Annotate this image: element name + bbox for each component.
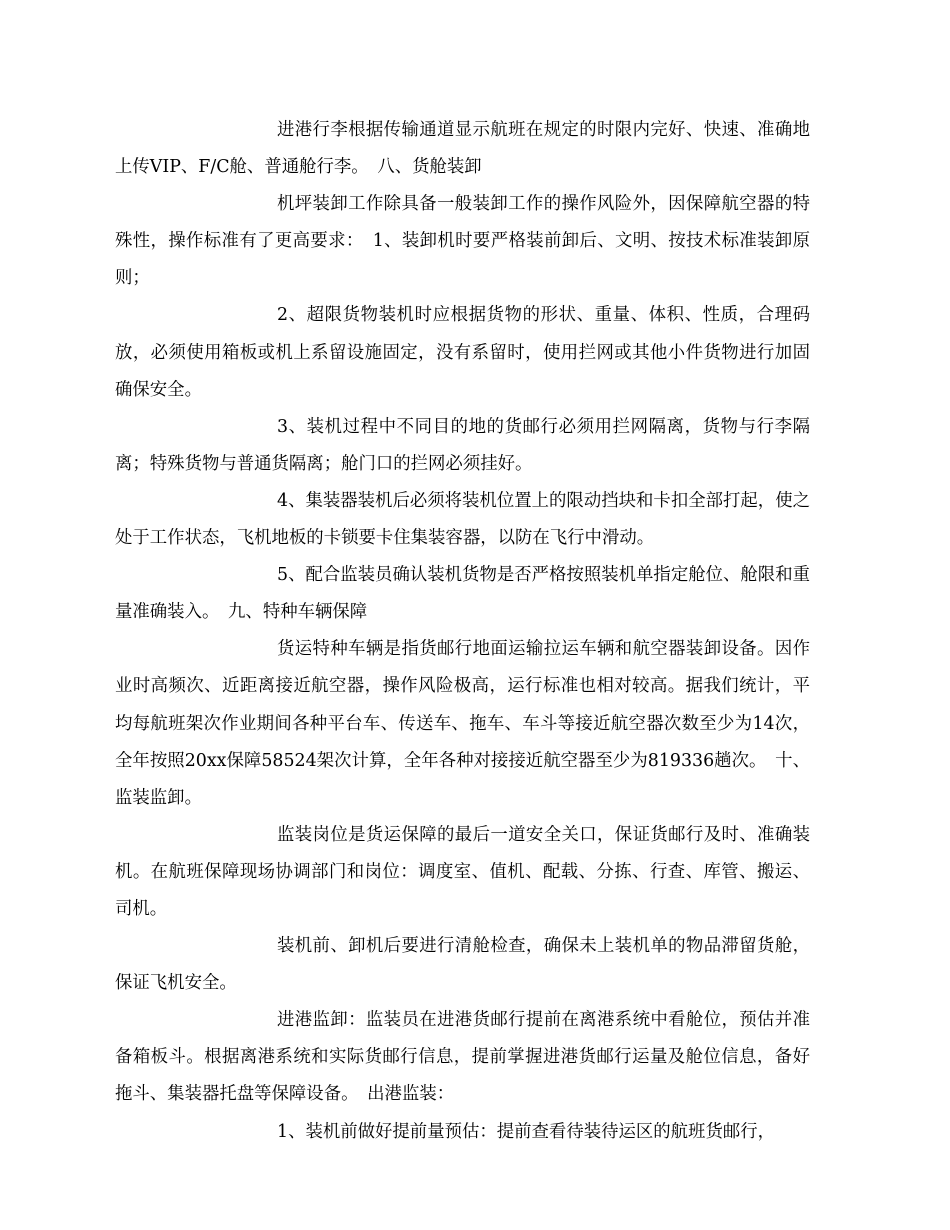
paragraph-net-separation: 3、装机过程中不同目的地的货邮行必须用拦网隔离，货物与行李隔离；特殊货物与普通货隔离；舱门口的拦网必须挂好。 — [115, 416, 810, 474]
paragraph-supervision-role: 监装岗位是货运保障的最后一道安全关口，保证货邮行及时、准确装机。在航班保障现场协调部门和岗位：调度室、值机、配载、分拣、行查、库管、搬运、司机。 — [115, 824, 810, 919]
document-body — [115, 112, 810, 1151]
paragraph-inbound-unloading: 进港监卸：监装员在进港货邮行提前在离港系统中看舱位，预估并准备箱板斗。根据离港系统和实际货邮行信息，提前掌握进港货邮行运量及舱位信息，备好拖斗、集装器托盘等保障设备。 出港监装： — [115, 1010, 810, 1105]
paragraph-hold-check: 装机前、卸机后要进行清舱检查，确保未上装机单的物品滞留货舱，保证飞机安全。 — [115, 936, 810, 994]
paragraph-apron-loading: 机坪装卸工作除具备一般装卸工作的操作风险外，因保障航空器的特殊性，操作标准有了更高要求： 1、装卸机时要严格装前卸后、文明、按技术标准装卸原则； — [115, 194, 810, 289]
paragraph-special-vehicles: 货运特种车辆是指货邮行地面运输拉运车辆和航空器装卸设备。因作业时高频次、近距离接近航空器，操作风险极高，运行标准也相对较高。据我们统计，平均每航班架次作业期间各种平台车、传送车、拖车、车斗等接近航空器次数至少为14次，全年按照20xx保障58524架次计算，全年各种对接接近航空器至少为819336趟次。 十、监装监卸。 — [115, 639, 810, 808]
paragraph-oversize-cargo: 2、超限货物装机时应根据货物的形状、重量、体积、性质，合理码放，必须使用箱板或机上系留设施固定，没有系留时，使用拦网或其他小件货物进行加固确保安全。 — [115, 305, 810, 400]
paragraph-load-supervisor: 5、配合监装员确认装机货物是否严格按照装机单指定舱位、舱限和重量准确装入。 九、特种车辆保障 — [115, 565, 810, 623]
paragraph-pre-estimate: 1、装机前做好提前量预估：提前查看待装待运区的航班货邮行， — [277, 1121, 776, 1142]
paragraph-container-locks: 4、集装器装机后必须将装机位置上的限动挡块和卡扣全部打起，使之处于工作状态，飞机地板的卡锁要卡住集装容器，以防在飞行中滑动。 — [115, 490, 810, 549]
paragraph-baggage-upload: 进港行李根据传输通道显示航班在规定的时限内完好、快速、准确地上传VIP、F/C舱、普通舱行李。 八、货舱装卸 — [115, 120, 810, 178]
